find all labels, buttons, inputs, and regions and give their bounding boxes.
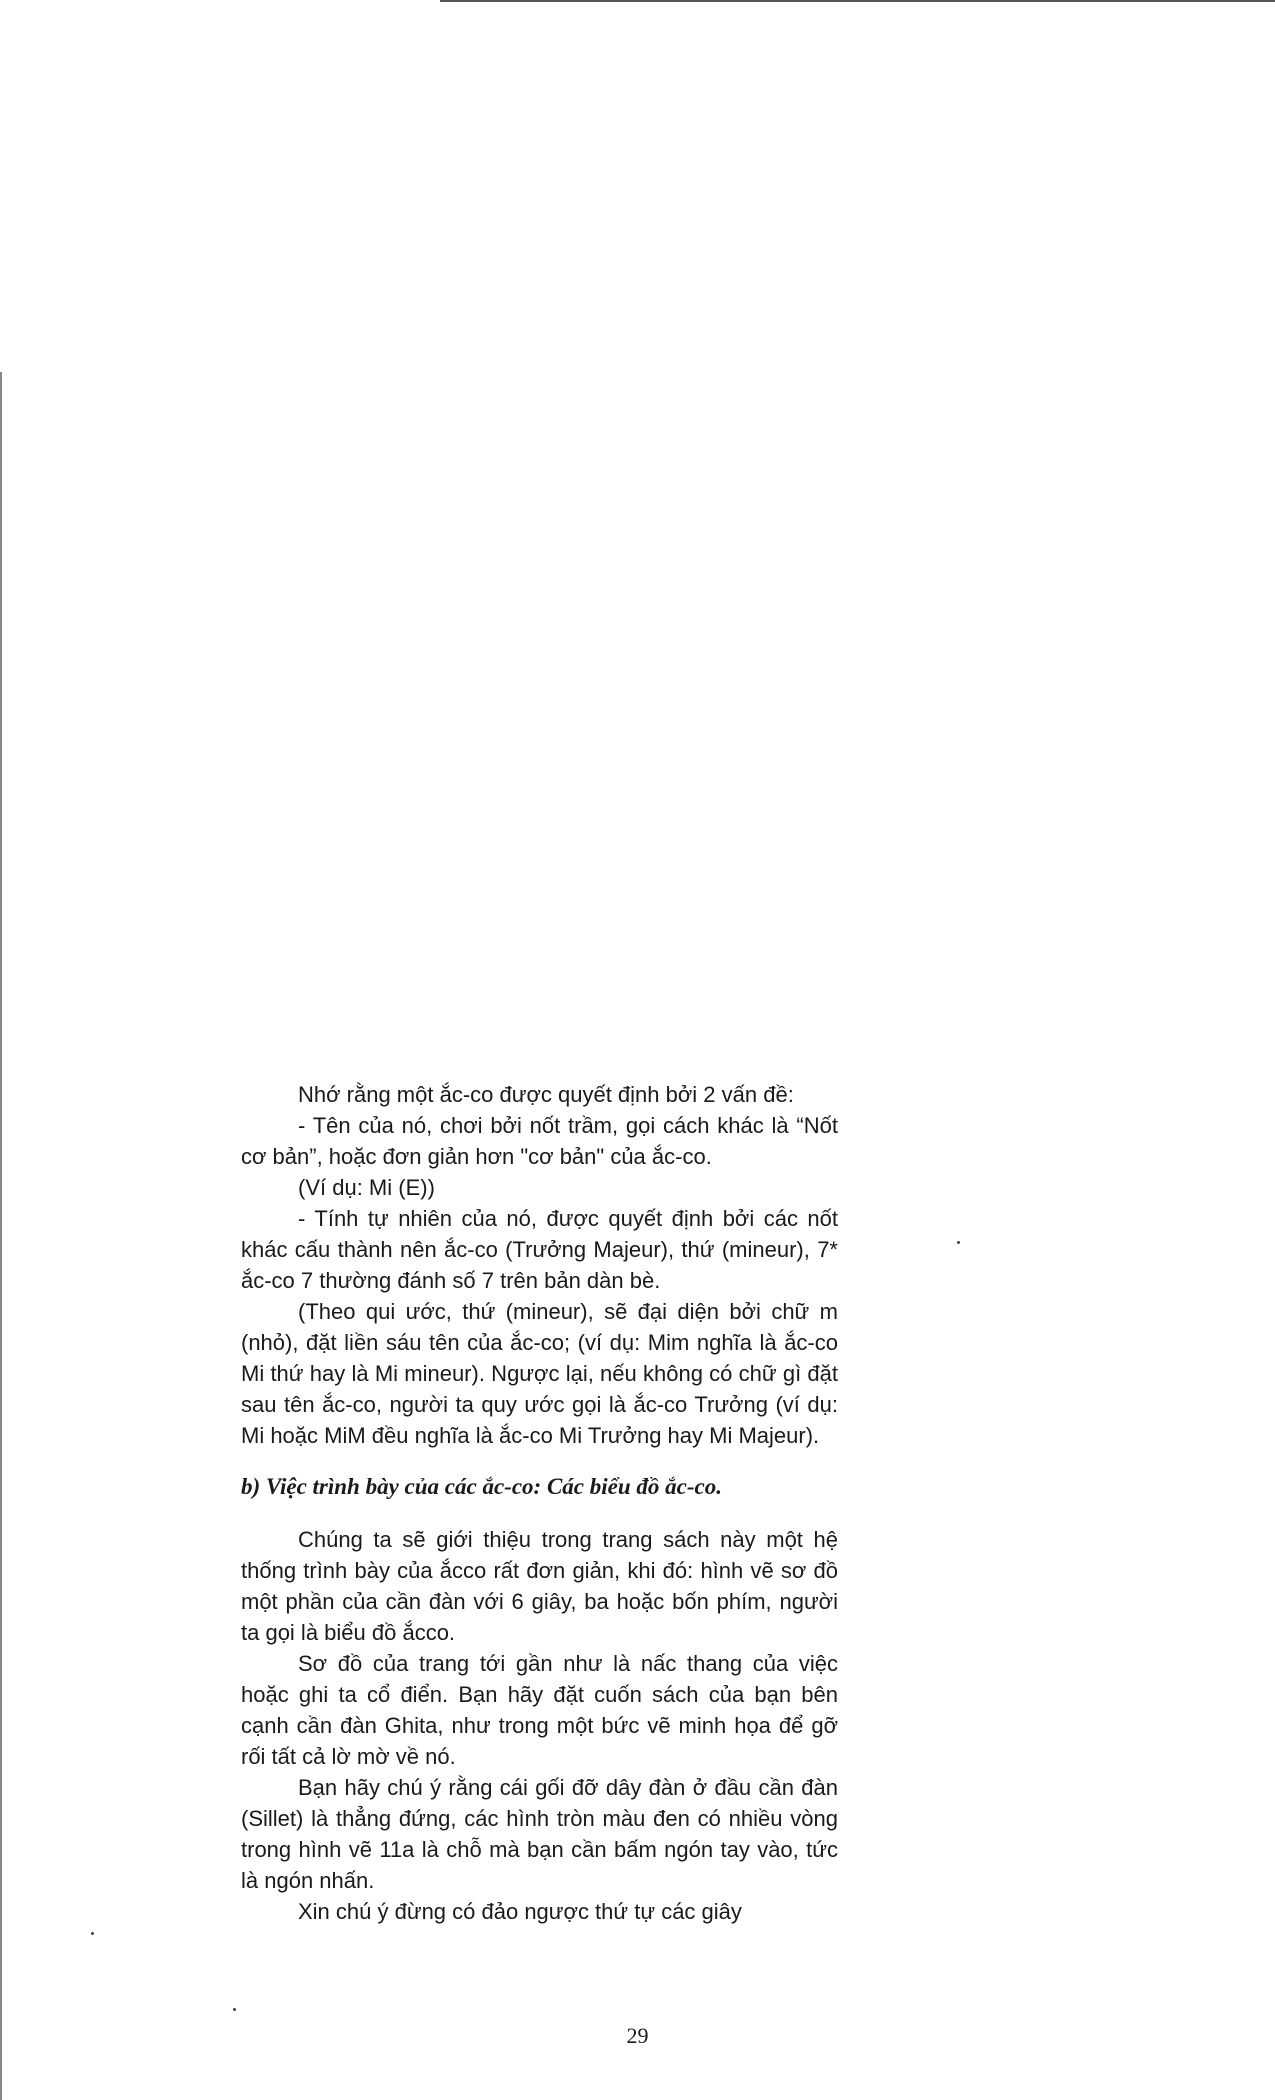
scan-speck (957, 1241, 960, 1244)
scan-top-border (440, 0, 1275, 2)
paragraph: Xin chú ý đừng có đảo ngược thứ tự các giây (298, 1899, 742, 1924)
scan-speck (91, 1932, 94, 1935)
page-number: 29 (626, 2023, 649, 2048)
paragraph: (Ví dụ: Mi (E)) (298, 1175, 435, 1200)
scan-speck (233, 2008, 236, 2011)
scan-left-border (0, 372, 2, 2100)
paragraph: Bạn hãy chú ý rằng cái gối đỡ dây đàn ở đầu cần đàn (Sillet) là thẳng đứng, các hình tròn màu đen có nhiều vòng trong hình vẽ 11a là chỗ mà bạn cần bấm ngón tay vào, tức là ngón nhấn. (241, 1775, 838, 1893)
paragraph: - Tính tự nhiên của nó, được quyết định bởi các nốt khác cấu thành nên ắc-co (Trưởng Majeur), thứ (mineur), 7* ắc-co 7 thường đánh số 7 trên bản dàn bè. (241, 1206, 838, 1293)
section-heading: b) Việc trình bày của các ắc-co: Các biểu đồ ắc-co. (241, 1474, 722, 1499)
paragraph: (Theo qui ước, thứ (mineur), sẽ đại diện bởi chữ m (nhỏ), đặt liền sáu tên của ắc-co; (ví dụ: Mim nghĩa là ắc-co Mi thứ hay là Mi mineur). Ngược lại, nếu không có chữ gì đặt sau tên ắc-co, người ta quy ước gọi là ắc-co Trưởng (ví dụ: Mi hoặc MiM đều nghĩa là ắc-co Mi Trưởng hay Mi Majeur). (241, 1299, 838, 1448)
paragraph: - Tên của nó, chơi bởi nốt trầm, gọi cách khác là “Nốt cơ bản”, hoặc đơn giản hơn "cơ bản" của ắc-co. (241, 1113, 838, 1169)
paragraph: Sơ đồ của trang tới gần như là nấc thang của việc hoặc ghi ta cổ điển. Bạn hãy đặt cuốn sách của bạn bên cạnh cần đàn Ghita, như trong một bức vẽ minh họa để gỡ rối tất cả lờ mờ về nó. (241, 1651, 838, 1769)
paragraph: Nhớ rằng một ắc-co được quyết định bởi 2 vấn đề: (298, 1082, 794, 1107)
paragraph: Chúng ta sẽ giới thiệu trong trang sách này một hệ thống trình bày của ắcco rất đơn giản, khi đó: hình vẽ sơ đồ một phần của cần đàn với 6 giây, ba hoặc bốn phím, người ta gọi là biểu đồ ắcco. (241, 1527, 838, 1645)
page-body (241, 1079, 838, 1927)
